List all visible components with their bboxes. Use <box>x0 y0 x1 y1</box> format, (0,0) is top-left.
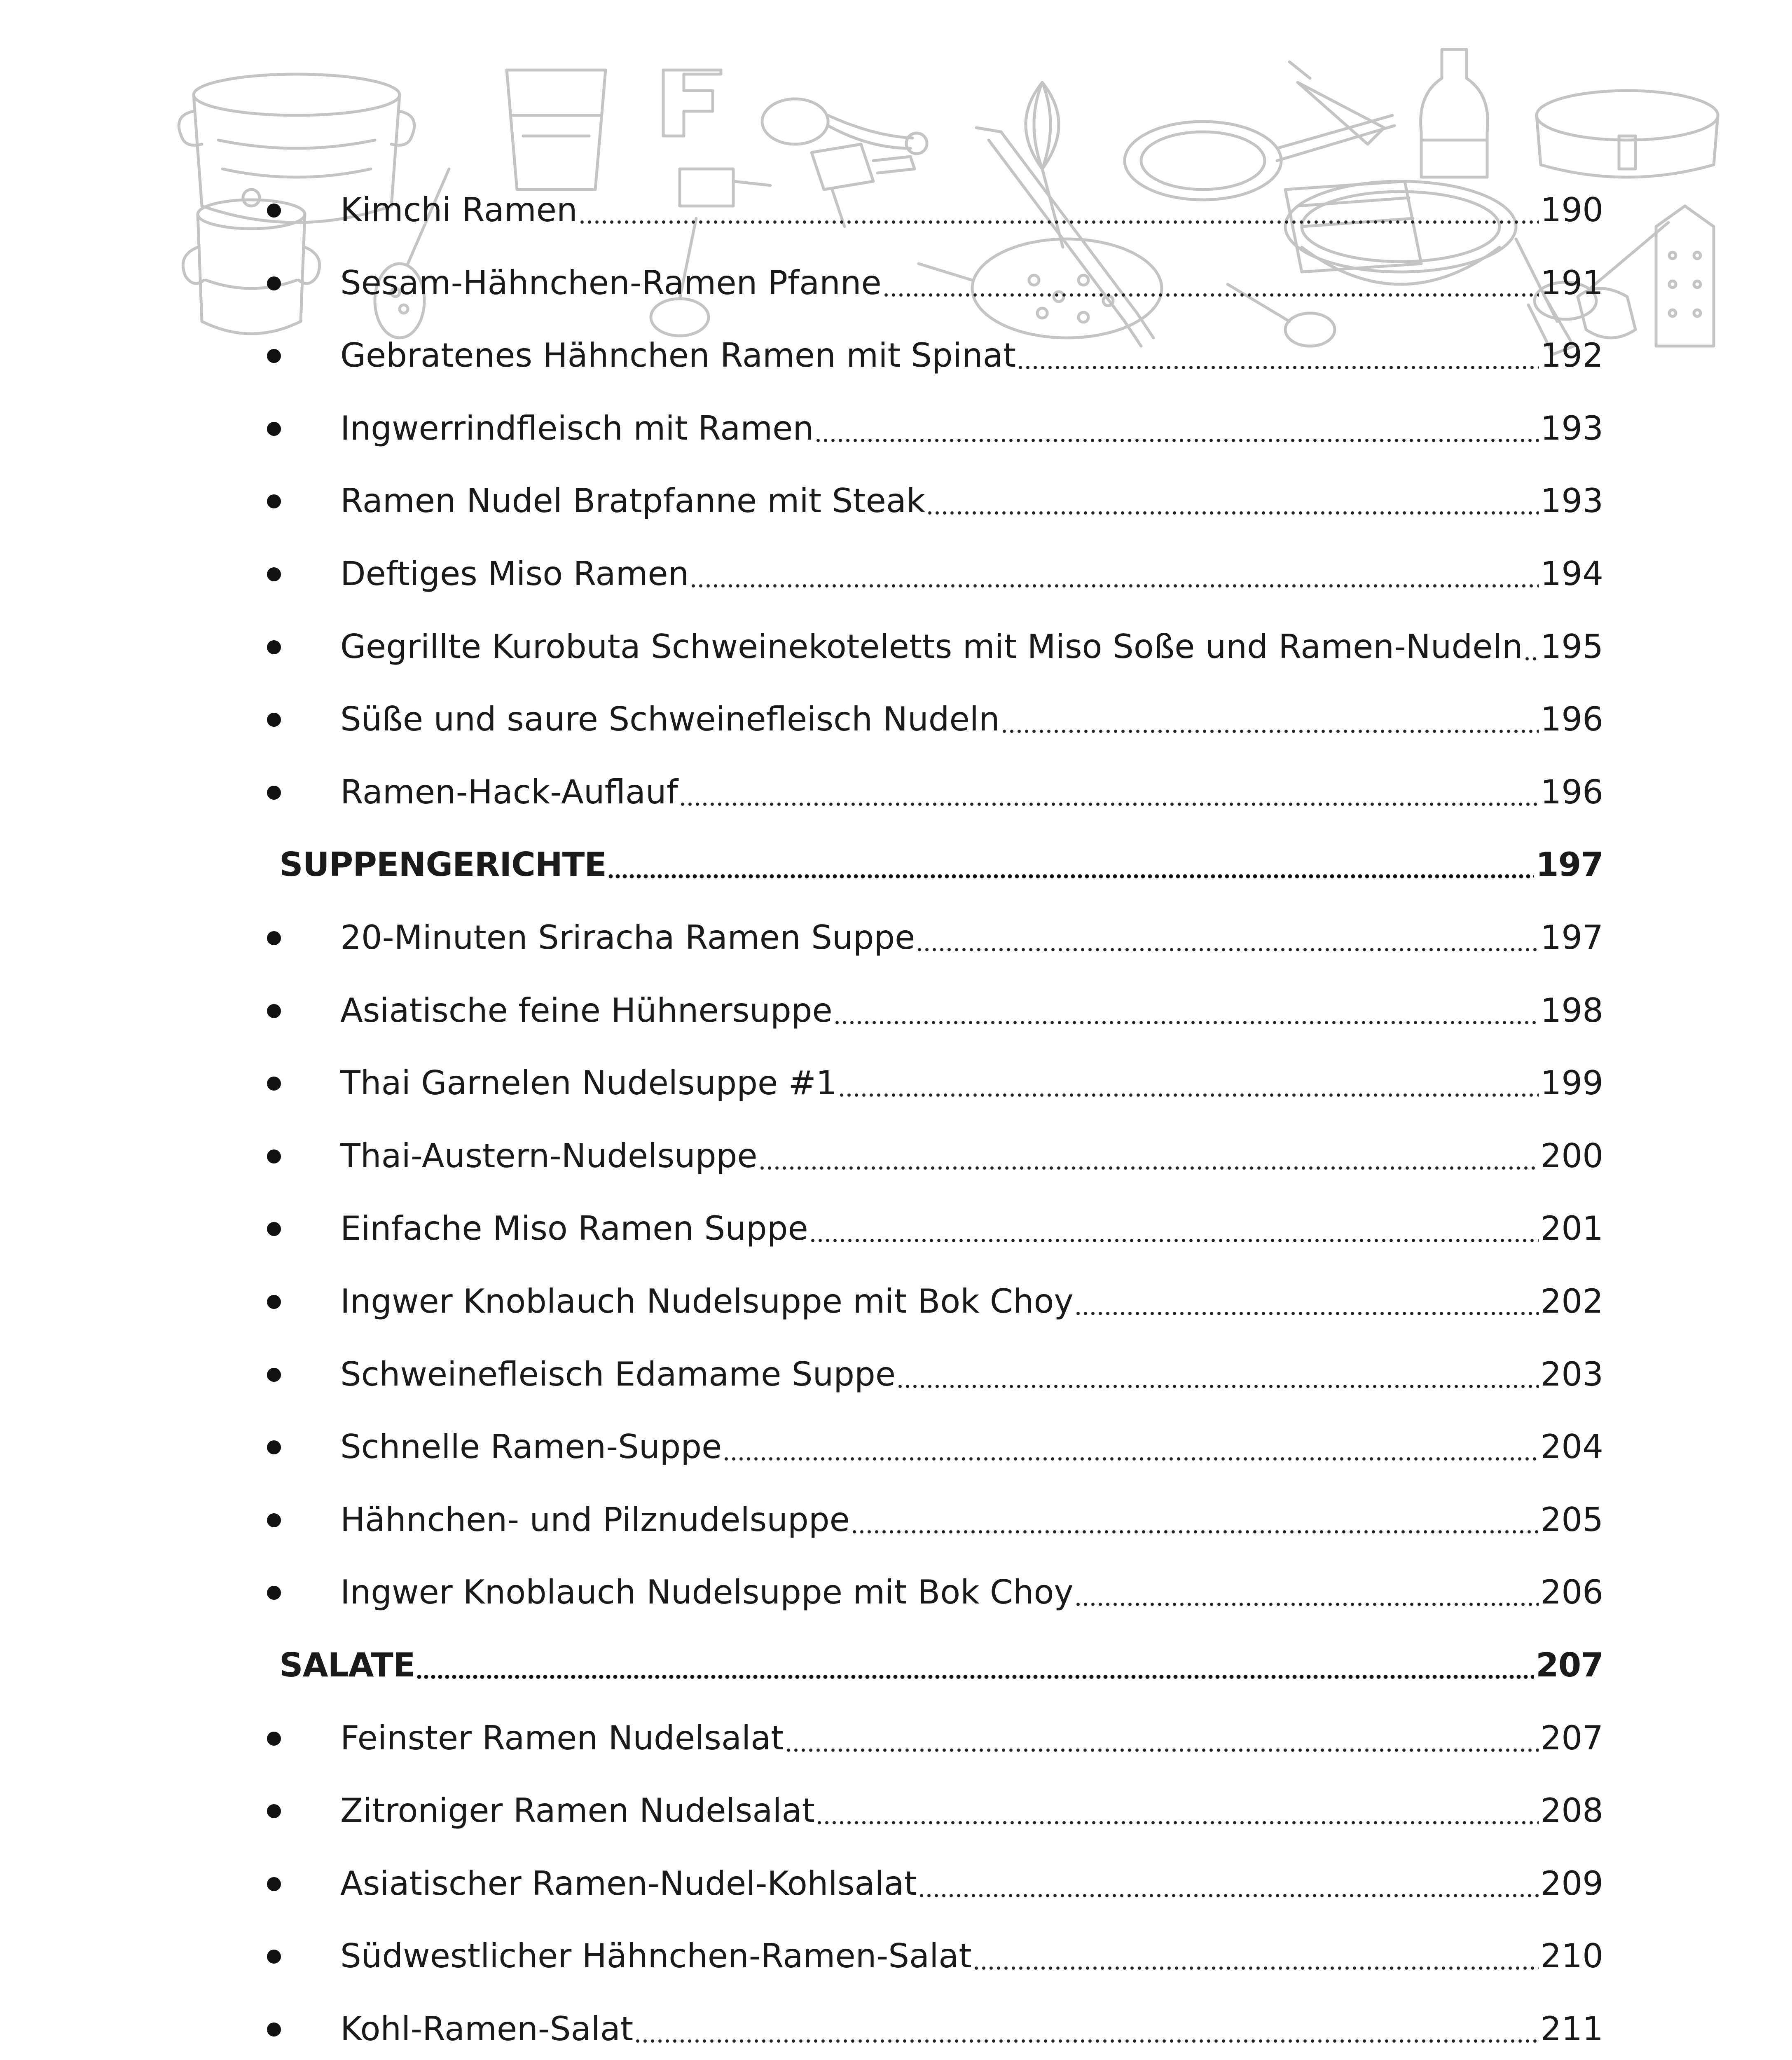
bullet-icon <box>267 1368 281 1382</box>
dot-leader <box>785 1747 1539 1753</box>
toc-page-number: 208 <box>1540 1791 1603 1830</box>
toc-entry-title: Schweinefleisch Edamame Suppe <box>340 1355 896 1393</box>
toc-entry <box>276 1406 1603 1466</box>
bullet-icon <box>267 1295 281 1309</box>
dot-leader <box>723 1456 1539 1462</box>
bullet-icon <box>267 1004 281 1018</box>
toc-entry-title: Südwestlicher Hähnchen-Ramen-Salat <box>340 1937 972 1975</box>
toc-entry <box>276 1842 1603 1903</box>
toc-entry <box>276 1770 1603 1830</box>
bullet-icon <box>267 204 281 218</box>
toc-page-number: 192 <box>1540 336 1603 375</box>
toc-page-number: 193 <box>1540 482 1603 520</box>
toc-entry-title: Asiatischer Ramen-Nudel-Kohlsalat <box>340 1864 917 1903</box>
toc-entry <box>276 314 1603 375</box>
toc-entry-title: Zitroniger Ramen Nudelsalat <box>340 1791 815 1830</box>
toc-page-number: 199 <box>1540 1064 1603 1102</box>
toc-page-number: 206 <box>1540 1573 1603 1611</box>
toc-entry <box>276 1042 1603 1100</box>
toc-entry-title: SALATE <box>279 1646 415 1684</box>
dot-leader <box>896 1383 1539 1389</box>
toc-entry-title: Süße und saure Schweinefleisch Nudeln <box>340 700 1000 738</box>
bullet-icon <box>267 786 281 800</box>
toc-entry-title: Asiatische feine Hühnersuppe <box>340 991 833 1030</box>
toc-entry <box>276 1479 1603 1539</box>
bullet-icon <box>267 2023 281 2037</box>
toc-entry <box>276 1333 1603 1391</box>
dot-leader <box>1523 656 1539 662</box>
toc-page-number: 204 <box>1540 1428 1603 1466</box>
toc-entry <box>276 1988 1603 2046</box>
bullet-icon <box>267 567 281 581</box>
toc-section-heading <box>279 1624 1603 1682</box>
dot-leader <box>814 438 1539 443</box>
toc-page-number: 196 <box>1540 773 1603 811</box>
toc-page-number: 190 <box>1540 191 1603 229</box>
toc-entry-title: Thai-Austern-Nudelsuppe <box>340 1137 758 1175</box>
bullet-icon <box>267 1149 281 1163</box>
toc-page-number: 198 <box>1540 991 1603 1030</box>
bullet-icon <box>267 1586 281 1600</box>
dot-leader <box>416 1674 1534 1680</box>
toc-page-number: 197 <box>1536 845 1603 884</box>
toc-entry-title: Einfache Miso Ramen Suppe <box>340 1209 808 1248</box>
dot-leader <box>1074 1311 1539 1316</box>
toc-page-number: 211 <box>1540 2010 1603 2048</box>
toc-entry <box>276 1697 1603 1755</box>
dot-leader <box>1074 1601 1539 1607</box>
dot-leader <box>816 1820 1539 1826</box>
toc-entry <box>276 751 1603 809</box>
toc-page-number: 207 <box>1540 1719 1603 1757</box>
dot-leader <box>578 219 1539 225</box>
dot-leader <box>926 510 1539 516</box>
toc-entry-title: Gebratenes Hähnchen Ramen mit Spinat <box>340 336 1016 375</box>
toc-entry <box>276 1115 1603 1173</box>
toc-entry-title: Gegrillte Kurobuta Schweinekoteletts mit Miso Soße und Ramen-Nudeln <box>340 627 1523 666</box>
dot-leader <box>1017 365 1539 370</box>
dot-leader <box>809 1238 1539 1243</box>
dot-leader <box>634 2038 1539 2044</box>
dot-leader <box>973 1965 1539 1971</box>
bullet-icon <box>267 1077 281 1091</box>
toc-entry-title: 20-Minuten Sriracha Ramen Suppe <box>340 918 915 957</box>
dot-leader <box>679 801 1539 807</box>
toc-entry <box>276 533 1603 593</box>
toc-page-number: 202 <box>1540 1282 1603 1320</box>
toc-entry <box>276 460 1603 520</box>
toc-entry-title: Sesam-Hähnchen-Ramen Pfanne <box>340 264 882 302</box>
toc-page-number: 203 <box>1540 1355 1603 1393</box>
toc-entry <box>276 897 1603 957</box>
toc-entry-title: SUPPENGERICHTE <box>279 845 607 884</box>
toc-entry-title: Ramen Nudel Bratpfanne mit Steak <box>340 482 926 520</box>
toc-entry-title: Deftiges Miso Ramen <box>340 555 689 593</box>
bullet-icon <box>267 349 281 363</box>
toc-section-heading <box>279 824 1603 884</box>
bullet-icon <box>267 1222 281 1236</box>
toc-page-number: 197 <box>1540 918 1603 957</box>
toc-entry <box>276 387 1603 445</box>
toc-entry <box>276 1915 1603 1973</box>
toc-entry <box>276 1260 1603 1318</box>
toc-entry-title: Kohl-Ramen-Salat <box>340 2010 634 2048</box>
toc-entry <box>276 969 1603 1030</box>
toc-page-number: 196 <box>1540 700 1603 738</box>
dot-leader <box>690 583 1539 589</box>
toc-entry-title: Ramen-Hack-Auflauf <box>340 773 678 811</box>
toc-entry-title: Schnelle Ramen-Suppe <box>340 1428 722 1466</box>
bullet-icon <box>267 1877 281 1891</box>
toc-entry <box>276 678 1603 736</box>
toc-entry <box>276 1187 1603 1248</box>
bullet-icon <box>267 1440 281 1454</box>
toc-entry-title: Thai Garnelen Nudelsuppe #1 <box>340 1064 837 1102</box>
toc-page-number: 191 <box>1540 264 1603 302</box>
toc-page-number: 195 <box>1540 627 1603 666</box>
toc-entry-title: Ingwerrindfleisch mit Ramen <box>340 409 814 447</box>
toc-entry-title: Ingwer Knoblauch Nudelsuppe mit Bok Choy <box>340 1282 1074 1320</box>
bullet-icon <box>267 1804 281 1818</box>
dot-leader <box>916 947 1539 953</box>
toc-page-number: 207 <box>1536 1646 1603 1684</box>
bullet-icon <box>267 1732 281 1746</box>
bullet-icon <box>267 713 281 727</box>
dot-leader <box>918 1893 1539 1898</box>
toc-page-number: 209 <box>1540 1864 1603 1903</box>
dot-leader <box>851 1529 1539 1535</box>
toc-entry-title: Hähnchen- und Pilznudelsuppe <box>340 1501 850 1539</box>
toc-page-number: 201 <box>1540 1209 1603 1248</box>
toc-page-number: 210 <box>1540 1937 1603 1975</box>
toc-entry <box>276 169 1603 227</box>
dot-leader <box>1001 728 1539 734</box>
toc-entry-title: Feinster Ramen Nudelsalat <box>340 1719 784 1757</box>
dot-leader <box>882 292 1539 298</box>
dot-leader <box>838 1092 1539 1098</box>
toc-entry <box>276 1551 1603 1609</box>
toc-page-number: 200 <box>1540 1137 1603 1175</box>
toc-page-number: 194 <box>1540 555 1603 593</box>
bullet-icon <box>267 1950 281 1964</box>
dot-leader <box>758 1165 1539 1171</box>
toc-entry-title: Ingwer Knoblauch Nudelsuppe mit Bok Choy <box>340 1573 1074 1611</box>
bullet-icon <box>267 422 281 436</box>
toc-entry <box>276 606 1603 666</box>
bullet-icon <box>267 931 281 945</box>
toc-entry-title: Kimchi Ramen <box>340 191 578 229</box>
toc-page-number: 205 <box>1540 1501 1603 1539</box>
bullet-icon <box>267 276 281 290</box>
dot-leader <box>607 873 1534 880</box>
bullet-icon <box>267 640 281 654</box>
toc-entry <box>276 242 1603 300</box>
dot-leader <box>833 1020 1539 1025</box>
bullet-icon <box>267 494 281 508</box>
bullet-icon <box>267 1513 281 1527</box>
toc-page-number: 193 <box>1540 409 1603 447</box>
